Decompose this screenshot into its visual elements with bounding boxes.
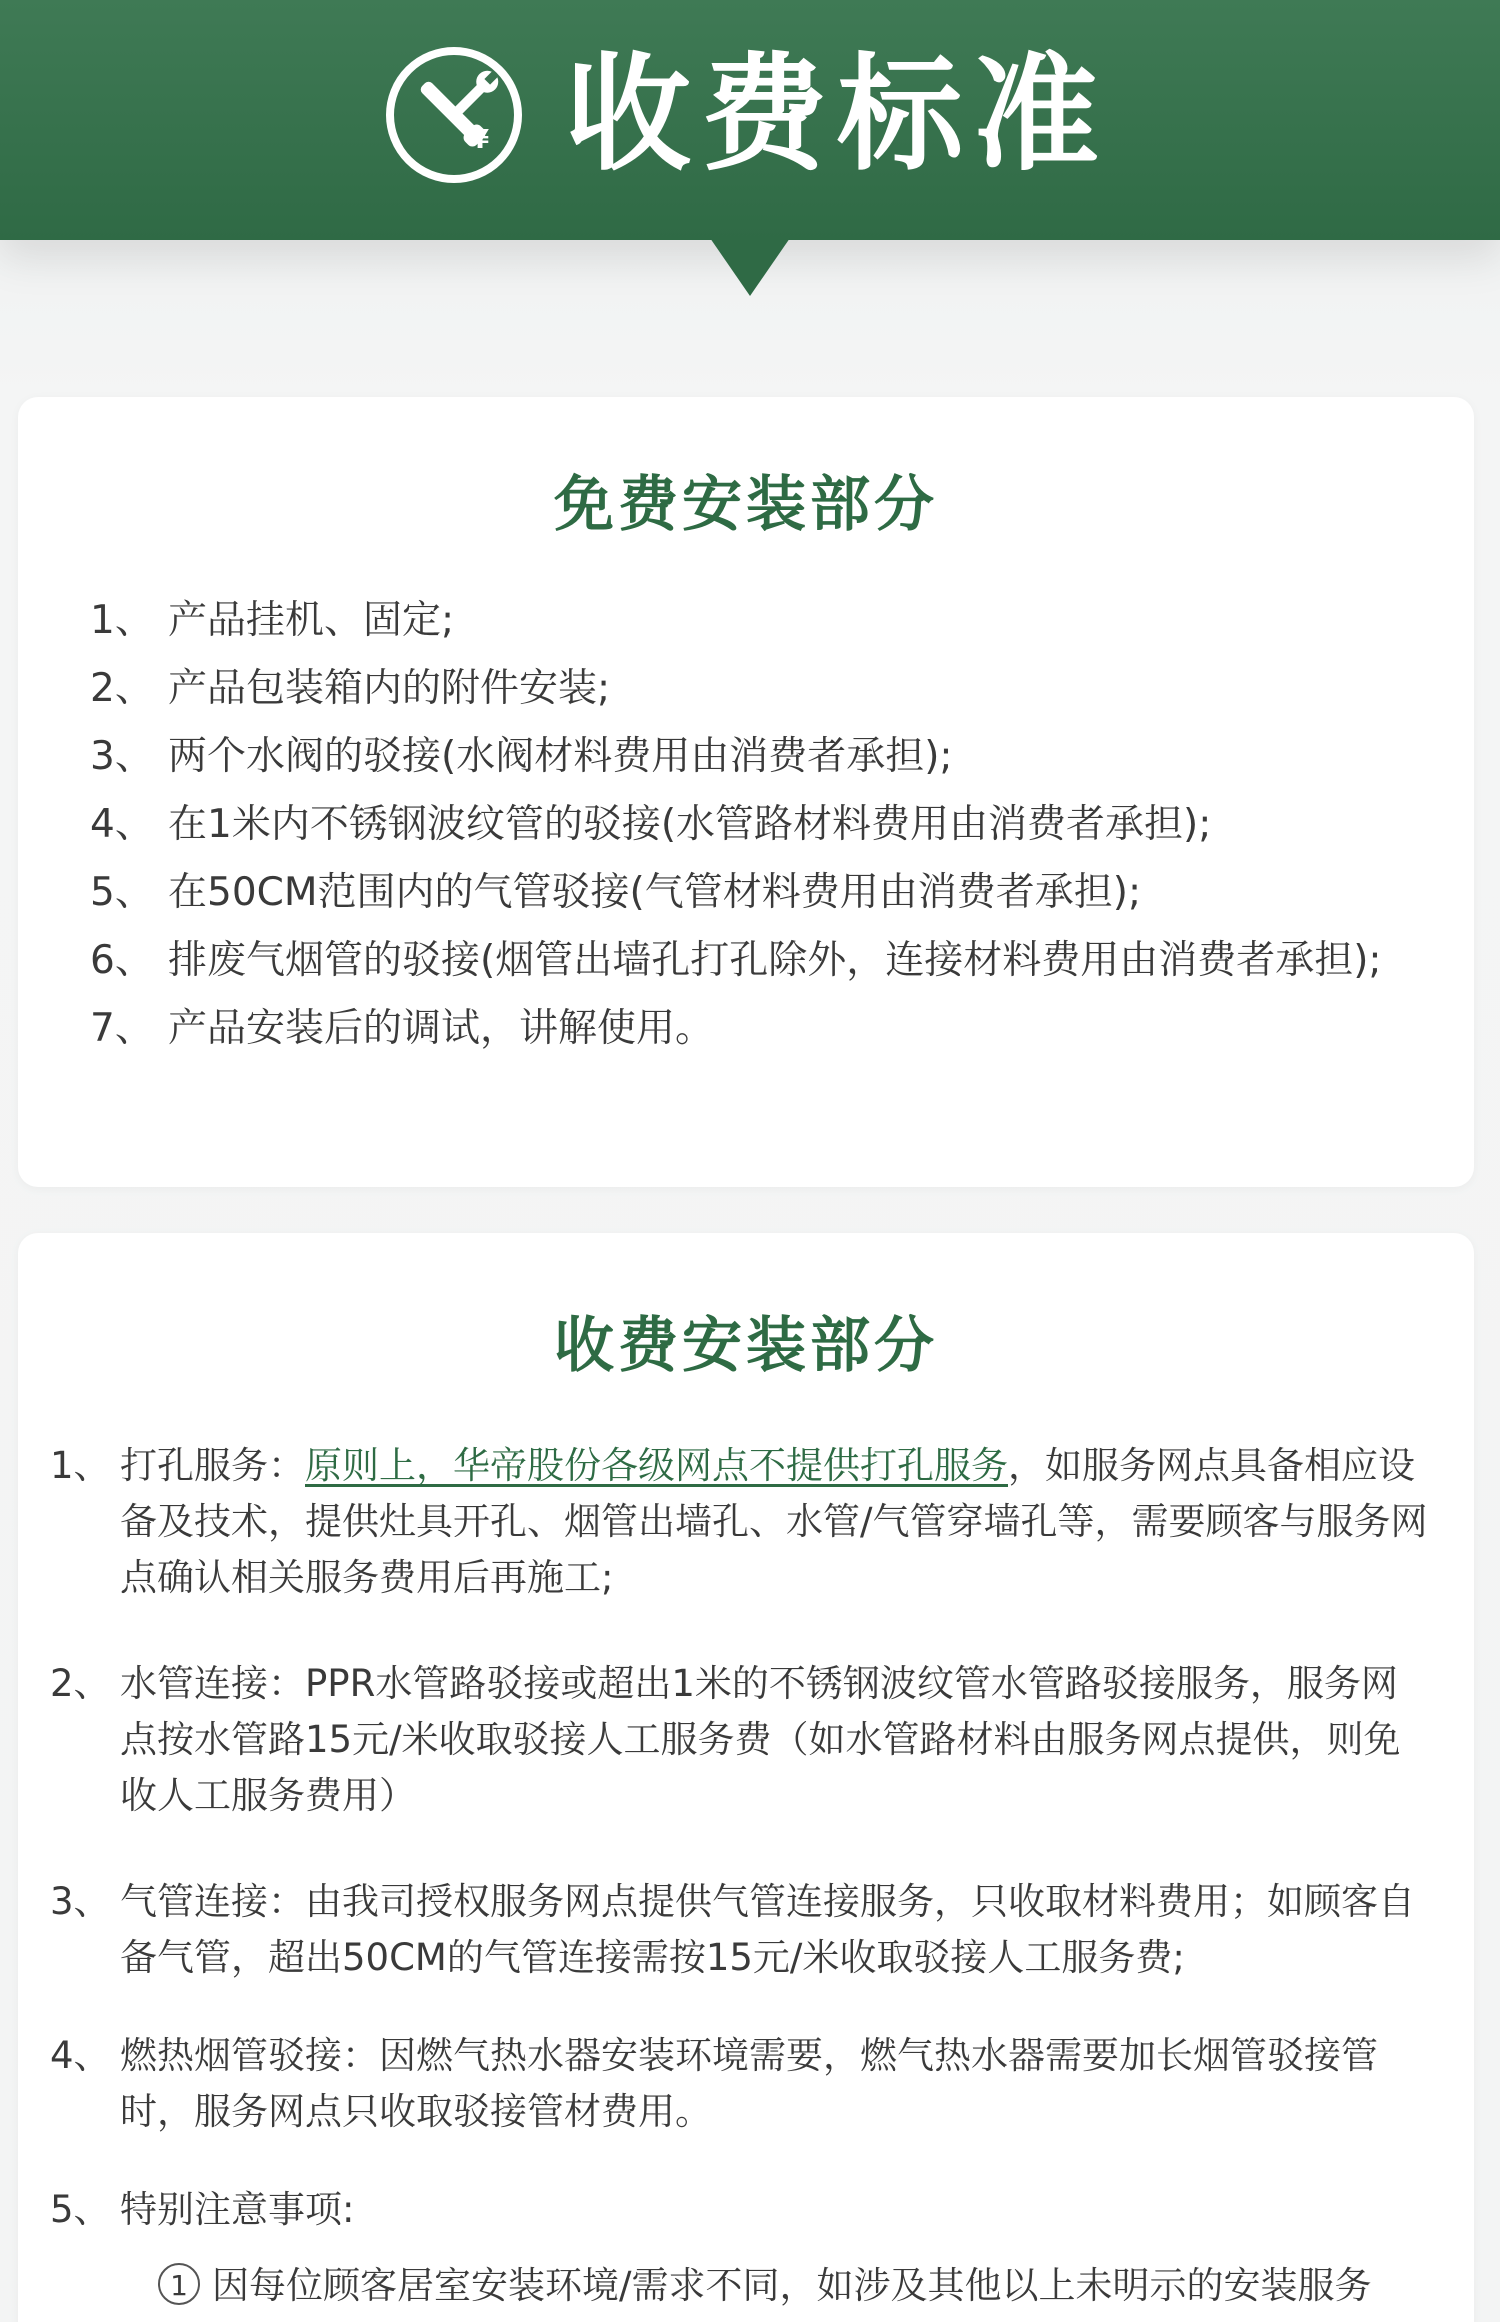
list-item: [90, 587, 1430, 655]
item-number: 1、: [50, 1444, 111, 1487]
item-text: 排废气烟管的驳接(烟管出墙孔打孔除外，连接材料费用由消费者承担);: [168, 938, 1382, 983]
item-text: 在50CM范围内的气管驳接(气管材料费用由消费者承担);: [168, 870, 1142, 915]
item-number: 2、: [50, 1662, 111, 1705]
item-rest-text: ，如服务网点具备相应设备及技术，提供灶具开孔、烟管出墙孔、水管/气管穿墙孔等，需要顾客与服务网点确认相关服务费用后再施工;: [120, 1444, 1428, 1599]
item-label: 打孔服务：: [120, 1444, 305, 1487]
paid-items-list: [50, 1438, 1430, 2322]
list-item: [50, 2182, 1430, 2314]
list-item: [90, 995, 1430, 1063]
item-number: 4、: [90, 802, 154, 847]
item-number: 1、: [90, 598, 154, 643]
list-item: [50, 1438, 1430, 1606]
list-item: [90, 655, 1430, 723]
list-item: [90, 927, 1430, 995]
free-installation-card: [18, 397, 1474, 1187]
list-item: [90, 859, 1430, 927]
item-number: 6、: [90, 938, 154, 983]
wrench-yen-icon: [383, 44, 525, 186]
item-text: 在1米内不锈钢波纹管的驳接(水管路材料费用由消费者承担);: [168, 802, 1212, 847]
item-text: 燃热烟管驳接：因燃气热水器安装环境需要，燃气热水器需要加长烟管驳接管时，服务网点只收取驳接管材费用。: [120, 2034, 1378, 2133]
item-number: 3、: [90, 734, 154, 779]
list-item: [50, 2028, 1430, 2140]
item-number: 2、: [90, 666, 154, 711]
item-text: 特别注意事项:: [120, 2188, 355, 2231]
sub-list-item: [158, 2258, 1430, 2314]
paid-installation-card: [18, 1233, 1474, 2322]
paid-section-title: 收费安装部分: [554, 1311, 938, 1381]
item-text: 两个水阀的驳接(水阀材料费用由消费者承担);: [168, 734, 953, 779]
page-title: 收费标准: [565, 41, 1109, 188]
free-section-title: 免费安装部分: [554, 470, 938, 540]
item-text: 产品挂机、固定;: [168, 598, 455, 643]
item-number: 5、: [50, 2188, 111, 2231]
item-text: 气管连接：由我司授权服务网点提供气管连接服务，只收取材料费用；如顾客自备气管，超出50CM的气管连接需按15元/米收取驳接人工服务费;: [120, 1880, 1415, 1979]
highlight-text: 原则上，华帝股份各级网点不提供打孔服务: [305, 1444, 1008, 1487]
list-item: [50, 1656, 1430, 1824]
header-banner: [0, 0, 1500, 240]
circled-number-marker: 1: [158, 2263, 200, 2305]
item-text: 产品安装后的调试，讲解使用。: [168, 1006, 715, 1051]
special-notes-list: [158, 2258, 1430, 2314]
svg-text:¥: ¥: [471, 125, 490, 155]
list-item: [90, 723, 1430, 791]
item-number: 7、: [90, 1006, 154, 1051]
list-item: [50, 1874, 1430, 1986]
list-item: [90, 791, 1430, 859]
sub-item-text: 因每位顾客居室安装环境/需求不同，如涉及其他以上未明示的安装服务: [212, 2264, 1372, 2307]
item-text: 水管连接：PPR水管路驳接或超出1米的不锈钢波纹管水管路驳接服务，服务网点按水管路15元/米收取驳接人工服务费（如水管路材料由服务网点提供，则免收人工服务费用）: [120, 1662, 1401, 1817]
banner-content: [383, 40, 1109, 190]
item-text: [120, 1438, 1430, 1606]
special-notes: [120, 2182, 1430, 2314]
item-number: 3、: [50, 1880, 111, 1923]
item-text: 产品包装箱内的附件安装;: [168, 666, 611, 711]
free-items-list: [90, 587, 1430, 1063]
item-number: 4、: [50, 2034, 111, 2077]
banner-arrow: [710, 238, 790, 296]
item-number: 5、: [90, 870, 154, 915]
